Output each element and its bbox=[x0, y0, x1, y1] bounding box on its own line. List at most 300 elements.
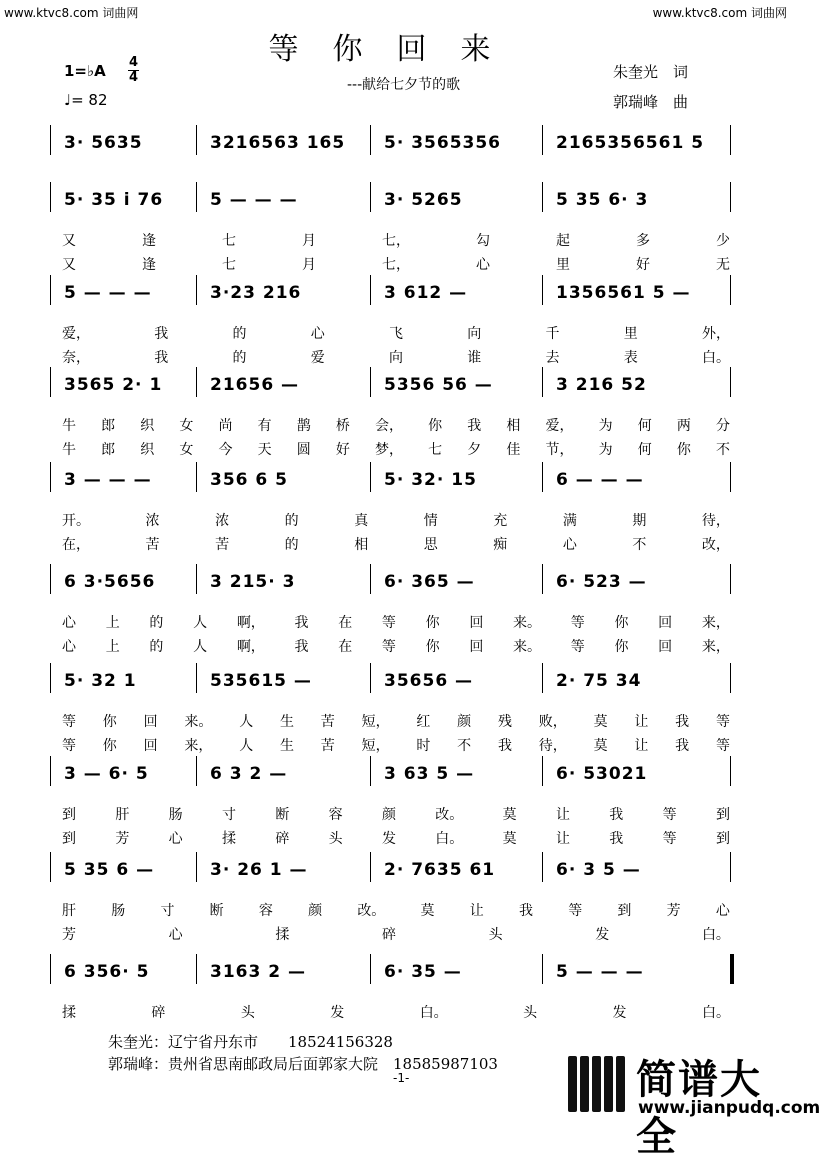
lyric-syllable: 碎 bbox=[151, 1005, 166, 1021]
lyric-syllable: 让 bbox=[555, 831, 570, 847]
lyric-syllable: 思 bbox=[423, 537, 438, 553]
lyric-syllable: 发 bbox=[381, 831, 396, 847]
lyric-syllable: 败， bbox=[538, 714, 567, 730]
lyric-syllable: 揉 bbox=[221, 831, 236, 847]
barline bbox=[196, 564, 197, 594]
lyric-syllable: 向 bbox=[467, 326, 482, 342]
contact-line-composer: 郭瑞峰：贵州省思南邮政局后面郭家大院 18585987103 bbox=[108, 1055, 498, 1073]
barline bbox=[542, 852, 543, 882]
tempo-marking: ♩= 82 bbox=[64, 91, 108, 109]
lyric-syllable: 回 bbox=[658, 639, 673, 655]
measure-notes: 6 3 2 — bbox=[210, 764, 288, 784]
measure bbox=[556, 860, 720, 886]
measure-notes: 3 63 5 — bbox=[384, 764, 475, 784]
lyric-syllable: 发 bbox=[330, 1005, 345, 1021]
measure bbox=[384, 764, 532, 790]
lyrics-verse-1 bbox=[62, 510, 730, 530]
time-signature bbox=[128, 56, 139, 85]
barline bbox=[50, 954, 51, 984]
lyric-syllable: 回 bbox=[469, 615, 484, 631]
lyric-syllable: 头 bbox=[240, 1005, 255, 1021]
notes-row bbox=[50, 860, 730, 890]
notes-row bbox=[50, 190, 730, 220]
lyric-syllable: 等 bbox=[570, 615, 585, 631]
lyric-syllable: 好 bbox=[636, 257, 650, 273]
measure bbox=[384, 375, 532, 401]
lyric-syllable: 逢 bbox=[142, 233, 156, 249]
measure-notes: 5· 35 i 76 bbox=[64, 190, 164, 210]
lyric-syllable: 有 bbox=[257, 418, 272, 434]
lyric-syllable: 我 bbox=[154, 326, 169, 342]
lyric-syllable: 浓 bbox=[145, 513, 160, 529]
measure bbox=[384, 133, 532, 159]
barline bbox=[370, 182, 371, 212]
lyric-syllable: 待， bbox=[538, 738, 567, 754]
lyric-syllable: 你 bbox=[614, 615, 629, 631]
barline bbox=[370, 462, 371, 492]
lyric-syllable: 红 bbox=[416, 714, 431, 730]
lyric-syllable: 等 bbox=[662, 831, 677, 847]
lyric-syllable: 苦 bbox=[145, 537, 160, 553]
lyrics-verse-1 bbox=[62, 230, 730, 250]
song-subtitle: ---献给七夕节的歌 bbox=[347, 77, 461, 93]
site-watermark-right: www.ktvc8.com 词曲网 bbox=[652, 6, 787, 20]
lyric-syllable: 颜 bbox=[308, 903, 323, 919]
measure-notes: 6· 523 — bbox=[556, 572, 647, 592]
barline bbox=[50, 462, 51, 492]
barline bbox=[542, 125, 543, 155]
lyric-syllable: 在 bbox=[338, 639, 353, 655]
barline bbox=[542, 954, 543, 984]
lyric-syllable: 七 bbox=[222, 233, 236, 249]
lyric-syllable: 你 bbox=[425, 639, 440, 655]
lyric-syllable: 七 bbox=[222, 257, 236, 273]
lyric-syllable: 白。 bbox=[702, 350, 730, 366]
lyric-syllable: 飞 bbox=[389, 326, 403, 342]
lyrics-verse-1 bbox=[62, 711, 730, 731]
lyric-syllable: 我 bbox=[467, 418, 482, 434]
lyric-syllable: 等 bbox=[568, 903, 583, 919]
key-signature: 1=♭A bbox=[64, 62, 106, 80]
measure bbox=[210, 572, 360, 598]
lyric-syllable: 白。 bbox=[435, 831, 464, 847]
lyric-syllable: 时 bbox=[416, 738, 431, 754]
logo-url: www.jianpudq.com bbox=[638, 1098, 820, 1118]
lyric-syllable: 的 bbox=[232, 326, 247, 342]
measure bbox=[384, 190, 532, 216]
lyric-syllable: 我 bbox=[294, 615, 309, 631]
lyric-syllable: 来。 bbox=[513, 639, 542, 655]
lyric-syllable: 爱 bbox=[310, 350, 325, 366]
lyric-syllable: 头 bbox=[328, 831, 343, 847]
measure bbox=[210, 962, 360, 988]
measure-notes: 535615 — bbox=[210, 671, 312, 691]
barline bbox=[196, 852, 197, 882]
lyric-syllable: 千 bbox=[545, 326, 560, 342]
barline bbox=[730, 182, 731, 212]
lyric-syllable: 女 bbox=[179, 418, 194, 434]
barline bbox=[730, 462, 731, 492]
lyric-syllable: 改。 bbox=[357, 903, 386, 919]
lyric-syllable: 我 bbox=[518, 903, 533, 919]
measure bbox=[210, 375, 360, 401]
lyric-syllable: 心 bbox=[715, 903, 730, 919]
lyric-syllable: 到 bbox=[617, 903, 632, 919]
lyric-syllable: 七， bbox=[382, 257, 410, 273]
measure-notes: 6· 53021 bbox=[556, 764, 648, 784]
lyric-syllable: 肝 bbox=[115, 807, 130, 823]
measure bbox=[556, 671, 720, 697]
lyric-syllable: 奈， bbox=[62, 350, 90, 366]
lyric-syllable: 发 bbox=[595, 927, 610, 943]
measure bbox=[384, 572, 532, 598]
measure-notes: 3·23 216 bbox=[210, 283, 302, 303]
lyric-syllable: 等 bbox=[570, 639, 585, 655]
lyric-syllable: 你 bbox=[102, 714, 117, 730]
lyric-syllable: 期 bbox=[632, 513, 647, 529]
measure-notes: 6 3·5656 bbox=[64, 572, 156, 592]
lyric-syllable: 心 bbox=[476, 257, 490, 273]
barline bbox=[370, 564, 371, 594]
measure bbox=[556, 470, 720, 496]
lyric-syllable: 为 bbox=[598, 442, 613, 458]
lyric-syllable: 在 bbox=[338, 615, 353, 631]
lyric-syllable: 痴 bbox=[493, 537, 508, 553]
measure bbox=[556, 962, 720, 988]
lyric-syllable: 莫 bbox=[593, 738, 608, 754]
measure-notes: 6· 3 5 — bbox=[556, 860, 641, 880]
measure-notes: 6 356· 5 bbox=[64, 962, 150, 982]
notes-row bbox=[50, 962, 730, 992]
lyric-syllable: 短， bbox=[361, 738, 390, 754]
measure bbox=[210, 133, 360, 159]
barline bbox=[196, 125, 197, 155]
lyric-syllable: 肠 bbox=[111, 903, 126, 919]
lyric-syllable: 发 bbox=[612, 1005, 627, 1021]
lyric-syllable: 七 bbox=[428, 442, 443, 458]
measure bbox=[64, 860, 186, 886]
barline bbox=[196, 182, 197, 212]
lyric-syllable: 颜 bbox=[381, 807, 396, 823]
lyric-syllable: 来。 bbox=[513, 615, 542, 631]
lyric-syllable: 爱， bbox=[545, 418, 574, 434]
lyric-syllable: 白。 bbox=[701, 927, 730, 943]
lyric-syllable: 等 bbox=[62, 714, 76, 730]
time-signature-top: 4 bbox=[129, 55, 139, 70]
barline bbox=[50, 275, 51, 305]
lyric-syllable: 短， bbox=[361, 714, 390, 730]
lyric-syllable: 待， bbox=[701, 513, 730, 529]
lyric-syllable: 人 bbox=[239, 738, 254, 754]
lyric-syllable: 的 bbox=[149, 639, 164, 655]
lyric-syllable: 芳 bbox=[666, 903, 681, 919]
lyric-syllable: 你 bbox=[676, 442, 691, 458]
composer-credit: 郭瑞峰 曲 bbox=[613, 93, 689, 111]
lyric-syllable: 到 bbox=[715, 807, 730, 823]
barline bbox=[370, 367, 371, 397]
lyric-syllable: 让 bbox=[634, 738, 649, 754]
barline bbox=[542, 367, 543, 397]
measure-notes: 3· 5265 bbox=[384, 190, 463, 210]
lyric-syllable: 会， bbox=[375, 418, 403, 434]
notes-row bbox=[50, 572, 730, 602]
lyric-syllable: 芳 bbox=[115, 831, 130, 847]
lyric-syllable: 牛 bbox=[62, 418, 76, 434]
song-title: 等你回来 bbox=[268, 32, 525, 67]
lyric-syllable: 残 bbox=[497, 714, 512, 730]
measure bbox=[384, 671, 532, 697]
lyric-syllable: 容 bbox=[258, 903, 273, 919]
lyrics-verse-1 bbox=[62, 415, 730, 435]
measure bbox=[384, 470, 532, 496]
lyric-syllable: 容 bbox=[328, 807, 343, 823]
measure bbox=[64, 572, 186, 598]
lyric-syllable: 等 bbox=[381, 615, 396, 631]
lyric-syllable: 白。 bbox=[419, 1005, 448, 1021]
site-watermark-left: www.ktvc8.com 词曲网 bbox=[4, 6, 139, 20]
measure bbox=[556, 190, 720, 216]
lyric-syllable: 无 bbox=[716, 257, 730, 273]
lyric-syllable: 碎 bbox=[381, 927, 396, 943]
measure bbox=[384, 962, 532, 988]
barline bbox=[542, 275, 543, 305]
lyric-syllable: 不 bbox=[716, 442, 730, 458]
lyric-syllable: 让 bbox=[555, 807, 570, 823]
lyric-syllable: 浓 bbox=[215, 513, 230, 529]
lyric-syllable: 改。 bbox=[435, 807, 464, 823]
lyric-syllable: 尚 bbox=[218, 418, 233, 434]
lyrics-verse-2 bbox=[62, 534, 730, 554]
lyric-syllable: 让 bbox=[634, 714, 649, 730]
lyric-syllable: 断 bbox=[275, 807, 290, 823]
lyric-syllable: 心 bbox=[310, 326, 325, 342]
lyric-syllable: 今 bbox=[218, 442, 233, 458]
measure-notes: 5· 32· 15 bbox=[384, 470, 477, 490]
lyric-syllable: 少 bbox=[716, 233, 730, 249]
measure-notes: 5· 32 1 bbox=[64, 671, 137, 691]
lyric-syllable: 逢 bbox=[142, 257, 156, 273]
lyrics-verse-1 bbox=[62, 323, 730, 343]
lyric-syllable: 头 bbox=[488, 927, 503, 943]
lyric-syllable: 何 bbox=[637, 442, 652, 458]
lyric-syllable: 女 bbox=[179, 442, 194, 458]
lyric-syllable: 人 bbox=[193, 615, 208, 631]
lyric-syllable: 我 bbox=[675, 714, 690, 730]
barline bbox=[730, 125, 731, 155]
barline bbox=[50, 564, 51, 594]
barline bbox=[196, 663, 197, 693]
measure-notes: 5 35 6· 3 bbox=[556, 190, 649, 210]
lyric-syllable: 的 bbox=[284, 513, 299, 529]
measure bbox=[556, 283, 720, 309]
lyric-syllable: 让 bbox=[469, 903, 484, 919]
lyric-syllable: 你 bbox=[102, 738, 117, 754]
lyric-syllable: 外， bbox=[702, 326, 730, 342]
lyric-syllable: 不 bbox=[632, 537, 647, 553]
lyric-syllable: 来， bbox=[184, 738, 213, 754]
lyric-syllable: 相 bbox=[506, 418, 521, 434]
barline bbox=[730, 663, 731, 693]
lyric-syllable: 梦， bbox=[375, 442, 403, 458]
lyric-syllable: 等 bbox=[662, 807, 677, 823]
barline bbox=[50, 663, 51, 693]
measure-notes: 5 — — — bbox=[556, 962, 644, 982]
lyric-syllable: 好 bbox=[335, 442, 350, 458]
measure-notes: 2165356561 5 bbox=[556, 133, 705, 153]
barline bbox=[730, 367, 731, 397]
barline bbox=[542, 462, 543, 492]
notes-row bbox=[50, 470, 730, 500]
lyric-syllable: 来。 bbox=[184, 714, 213, 730]
barline bbox=[730, 756, 731, 786]
lyric-syllable: 我 bbox=[675, 738, 690, 754]
lyric-syllable: 我 bbox=[294, 639, 309, 655]
notes-row bbox=[50, 671, 730, 701]
lyric-syllable: 织 bbox=[140, 442, 155, 458]
measure-notes: 3216563 165 bbox=[210, 133, 346, 153]
barline bbox=[370, 125, 371, 155]
lyric-syllable: 佳 bbox=[506, 442, 521, 458]
lyric-syllable: 等 bbox=[62, 738, 76, 754]
lyric-syllable: 人 bbox=[193, 639, 208, 655]
lyric-syllable: 相 bbox=[354, 537, 369, 553]
lyric-syllable: 到 bbox=[62, 807, 76, 823]
lyric-syllable: 回 bbox=[658, 615, 673, 631]
lyric-syllable: 苦 bbox=[320, 738, 335, 754]
measure bbox=[384, 283, 532, 309]
lyric-syllable: 莫 bbox=[502, 831, 517, 847]
lyric-syllable: 郎 bbox=[101, 418, 116, 434]
lyric-syllable: 何 bbox=[637, 418, 652, 434]
lyrics-verse-2 bbox=[62, 254, 730, 274]
lyric-syllable: 多 bbox=[636, 233, 650, 249]
lyric-syllable: 头 bbox=[523, 1005, 538, 1021]
logo-text: 简谱大全 bbox=[636, 1057, 762, 1160]
measure-notes: 35656 — bbox=[384, 671, 474, 691]
lyric-syllable: 芳 bbox=[62, 927, 76, 943]
barline bbox=[370, 954, 371, 984]
page-number: -1- bbox=[393, 1071, 410, 1085]
lyrics-verse-2 bbox=[62, 439, 730, 459]
lyrics-verse-1 bbox=[62, 804, 730, 824]
measure-notes: 6 — — — bbox=[556, 470, 644, 490]
lyric-syllable: 苦 bbox=[215, 537, 230, 553]
notes-row bbox=[50, 283, 730, 313]
lyric-syllable: 的 bbox=[232, 350, 247, 366]
measure-notes: 5 35 6 — bbox=[64, 860, 155, 880]
measure-notes: 21656 — bbox=[210, 375, 300, 395]
lyric-syllable: 节， bbox=[545, 442, 574, 458]
barline bbox=[542, 756, 543, 786]
barline bbox=[542, 564, 543, 594]
barline bbox=[196, 462, 197, 492]
lyric-syllable: 七， bbox=[382, 233, 410, 249]
barline bbox=[370, 852, 371, 882]
measure-notes: 2· 75 34 bbox=[556, 671, 642, 691]
barline bbox=[196, 275, 197, 305]
lyric-syllable: 生 bbox=[279, 738, 294, 754]
barline bbox=[730, 275, 731, 305]
lyric-syllable: 来， bbox=[701, 615, 730, 631]
measure bbox=[64, 962, 186, 988]
lyric-syllable: 揉 bbox=[275, 927, 290, 943]
lyrics-verse-1 bbox=[62, 900, 730, 920]
measure bbox=[210, 470, 360, 496]
measure-notes: 3565 2· 1 bbox=[64, 375, 163, 395]
lyric-syllable: 寸 bbox=[221, 807, 236, 823]
lyric-syllable: 白。 bbox=[701, 1005, 730, 1021]
barline bbox=[50, 852, 51, 882]
lyric-syllable: 心 bbox=[562, 537, 577, 553]
measure-notes: 3 — 6· 5 bbox=[64, 764, 149, 784]
lyric-syllable: 勾 bbox=[476, 233, 490, 249]
measure bbox=[64, 470, 186, 496]
lyric-syllable: 我 bbox=[497, 738, 512, 754]
lyric-syllable: 真 bbox=[354, 513, 369, 529]
lyric-syllable: 心 bbox=[62, 615, 76, 631]
lyric-syllable: 在， bbox=[62, 537, 90, 553]
lyric-syllable: 里 bbox=[623, 326, 638, 342]
measure-notes: 3 — — — bbox=[64, 470, 152, 490]
barline bbox=[50, 367, 51, 397]
lyricist-credit: 朱奎光 词 bbox=[613, 63, 689, 81]
lyric-syllable: 上 bbox=[105, 639, 120, 655]
time-signature-bottom: 4 bbox=[129, 70, 139, 85]
lyric-syllable: 月 bbox=[302, 257, 316, 273]
lyric-syllable: 莫 bbox=[502, 807, 517, 823]
lyric-syllable: 莫 bbox=[593, 714, 608, 730]
lyric-syllable: 到 bbox=[62, 831, 76, 847]
lyric-syllable: 去 bbox=[545, 350, 560, 366]
lyric-syllable: 啊， bbox=[236, 615, 265, 631]
notes-row bbox=[50, 375, 730, 405]
lyric-syllable: 我 bbox=[609, 807, 624, 823]
measure-notes: 1356561 5 — bbox=[556, 283, 691, 303]
measure bbox=[556, 375, 720, 401]
lyric-syllable: 里 bbox=[556, 257, 570, 273]
measure-notes: 2· 7635 61 bbox=[384, 860, 496, 880]
measure bbox=[64, 764, 186, 790]
measure bbox=[210, 190, 360, 216]
measure-notes: 5356 56 — bbox=[384, 375, 493, 395]
lyric-syllable: 回 bbox=[469, 639, 484, 655]
lyric-syllable: 的 bbox=[284, 537, 299, 553]
barline bbox=[50, 182, 51, 212]
lyric-syllable: 织 bbox=[140, 418, 155, 434]
lyric-syllable: 的 bbox=[149, 615, 164, 631]
measure-notes: 3 216 52 bbox=[556, 375, 647, 395]
barline bbox=[50, 125, 51, 155]
lyric-syllable: 你 bbox=[428, 418, 443, 434]
lyric-syllable: 充 bbox=[493, 513, 508, 529]
barline bbox=[370, 756, 371, 786]
lyric-syllable: 我 bbox=[609, 831, 624, 847]
barline bbox=[370, 275, 371, 305]
lyric-syllable: 爱， bbox=[62, 326, 90, 342]
lyric-syllable: 回 bbox=[143, 738, 158, 754]
notes-row bbox=[50, 133, 730, 163]
measure-notes: 3 612 — bbox=[384, 283, 468, 303]
measure bbox=[210, 671, 360, 697]
lyric-syllable: 分 bbox=[716, 418, 730, 434]
barline bbox=[50, 756, 51, 786]
lyrics-verse-1 bbox=[62, 1002, 730, 1022]
lyric-syllable: 揉 bbox=[62, 1005, 76, 1021]
lyric-syllable: 到 bbox=[715, 831, 730, 847]
measure bbox=[556, 133, 720, 159]
lyric-syllable: 郎 bbox=[101, 442, 116, 458]
measure-notes: 6· 365 — bbox=[384, 572, 475, 592]
